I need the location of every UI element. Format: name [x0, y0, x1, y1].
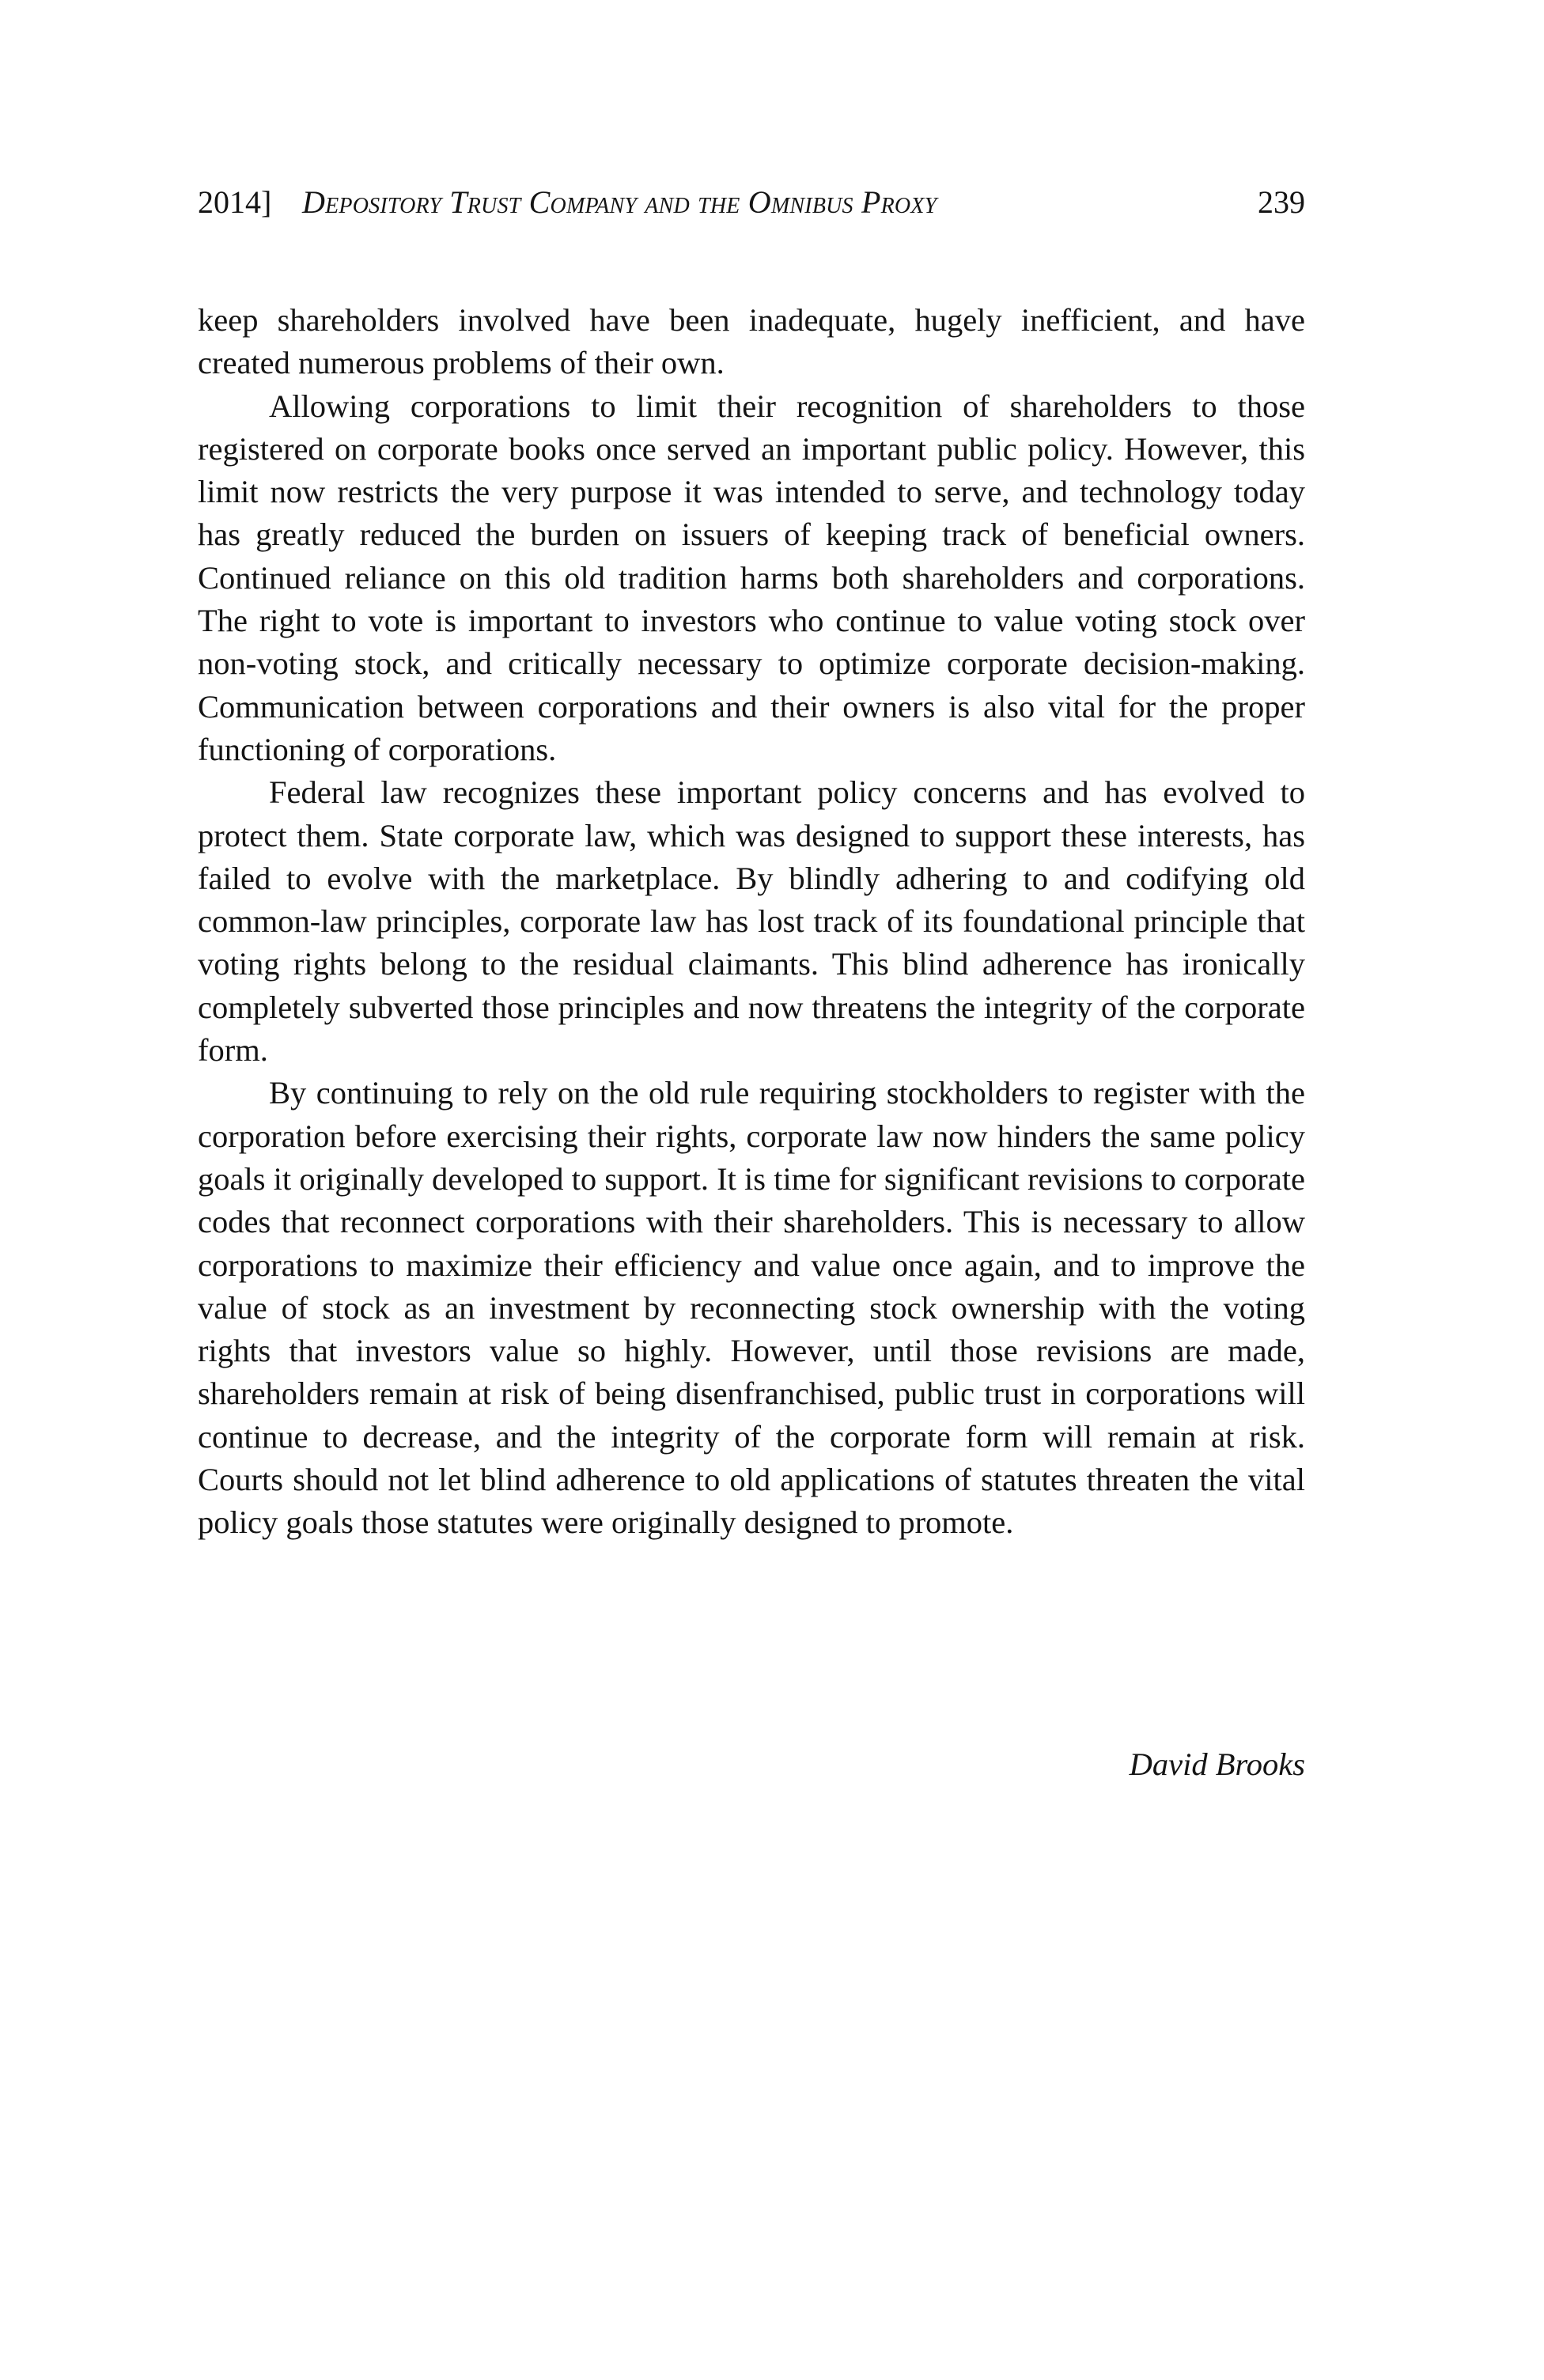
paragraph: By continuing to rely on the old rule requiring stockholders to register with the corporation before exercising their rights, corporate law now hinders the same policy goals it originally developed to support. It is time for significant revisions to corporate codes that reconnect corporations with their shareholders. This is necessary to allow corporations to maximize their efficiency and value once again, and to improve the value of stock as an investment by reconnecting stock ownership with the voting rights that investors value so highly. However, until those revisions are made, shareholders remain at risk of being disenfranchised, public trust in corporations will continue to decrease, and the integrity of the corporate form will remain at risk. Courts should not let blind adherence to old applications of statutes threaten the vital policy goals those statutes were originally designed to promote.: [198, 1075, 1305, 1541]
header-title: Depository Trust Company and the Omnibus Proxy: [302, 184, 937, 220]
paragraph-continued: keep shareholders involved have been inadequate, hugely inefficient, and have created numerous problems of their own.: [198, 302, 1305, 381]
page-number: 239: [1258, 184, 1305, 220]
author-signature: David Brooks: [1129, 1746, 1305, 1782]
body-text: [198, 299, 1305, 1545]
paragraph: Allowing corporations to limit their recognition of shareholders to those registered on corporate books once served an important public policy. However, this limit now restricts the very purpose it was intended to serve, and technology today has greatly reduced the burden on issuers of keeping track of beneficial owners. Continued reliance on this old tradition harms both shareholders and corporations. The right to vote is important to investors who continue to value voting stock over non-voting stock, and critically necessary to optimize corporate decision-making. Communication between corporations and their owners is also vital for the proper functioning of corporations.: [198, 388, 1305, 767]
header-year: 2014]: [198, 184, 272, 220]
paragraph: Federal law recognizes these important policy concerns and has evolved to protect them. State corporate law, which was designed to support these interests, has failed to evolve with the marketplace. By blindly adhering to and codifying old common-law principles, corporate law has lost track of its foundational principle that voting rights belong to the residual claimants. This blind adherence has ironically completely subverted those principles and now threatens the integrity of the corporate form.: [198, 774, 1305, 1069]
running-header: [198, 179, 1305, 226]
